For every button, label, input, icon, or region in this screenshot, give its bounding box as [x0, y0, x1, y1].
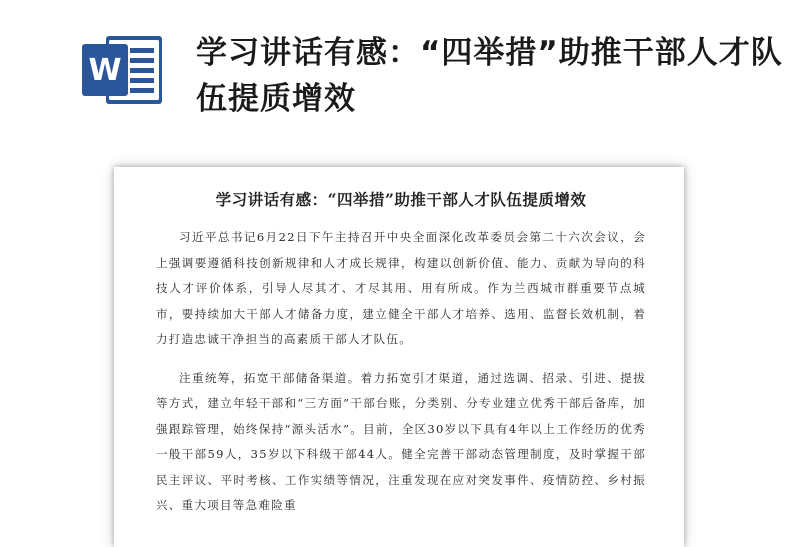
svg-text:W: W: [88, 53, 122, 88]
document-page: [114, 167, 684, 547]
word-icon: [80, 32, 164, 108]
document-paragraph: 习近平总书记6月22日下午主持召开中央全面深化改革委员会第二十六次会议，会上强调要遵循科技创新规律和人才成长规律，构建以创新价值、能力、贡献为导向的科技人才评价体系，引导人尽其才、才尽其用、用有所成。作为兰西城市群重要节点城市，要持续加大干部人才储备力度，建立健全干部人才培养、选用、监督长效机制，着力打造忠诚干净担当的高素质干部人才队伍。: [156, 230, 646, 346]
page-title: 学习讲话有感：“四举措”助推干部人才队伍提质增效: [196, 35, 783, 117]
document-paragraph: 注重统筹，拓宽干部储备渠道。着力拓宽引才渠道，通过选调、招录、引进、提拔等方式，建立年轻干部和“三方面”干部台账，分类别、分专业建立优秀干部后备库，加强跟踪管理，始终保持“源头活水”。目前，全区30岁以下具有4年以上工作经历的优秀一般干部59人，35岁以下科级干部44人。健全完善干部动态管理制度，及时掌握干部民主评议、平时考核、工作实绩等情况，注重发现在应对突发事件、疫情防控、乡村振兴、重大项目等急难险重: [156, 370, 646, 512]
document-title: 学习讲话有感：“四举措”助推干部人才队伍提质增效: [215, 190, 587, 209]
